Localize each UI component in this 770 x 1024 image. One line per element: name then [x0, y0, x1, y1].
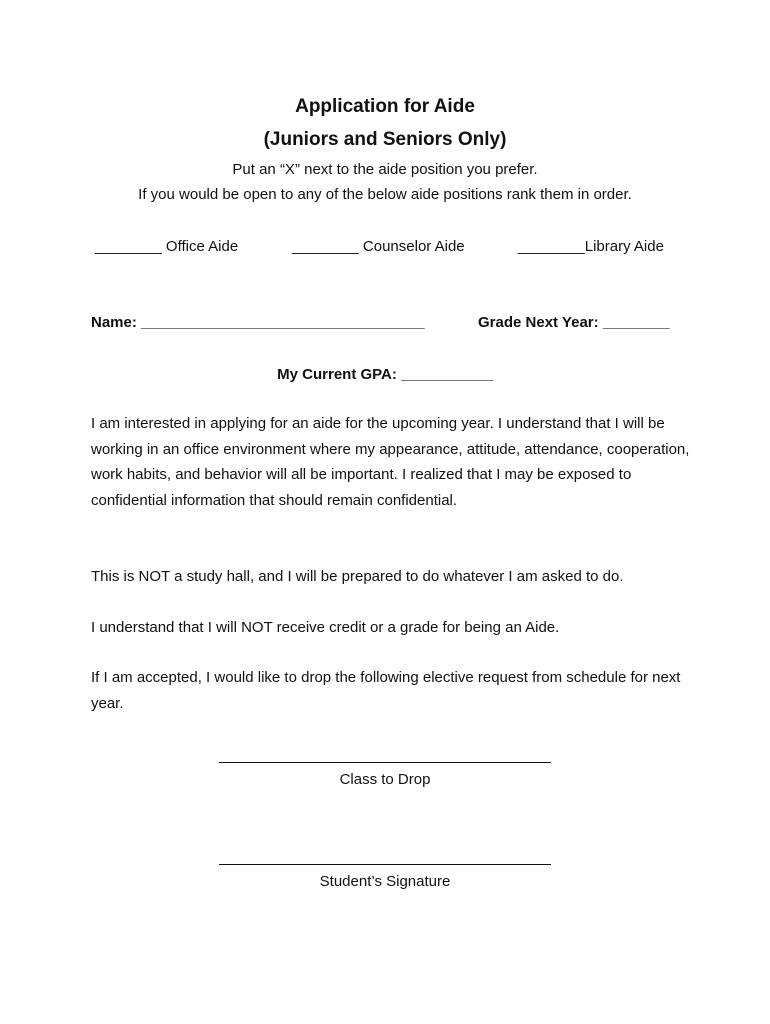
form-title: Application for Aide — [295, 96, 475, 117]
credit-paragraph: I understand that I will NOT receive credit or a grade for being an Aide. — [91, 619, 560, 636]
name-field[interactable] — [91, 314, 425, 331]
counselor-aide-option[interactable]: ________ Counselor Aide — [292, 238, 465, 255]
study-hall-paragraph: This is NOT a study hall, and I will be prepared to do whatever I am asked to do. — [91, 568, 624, 585]
grade-label: Grade Next Year: — [478, 314, 599, 331]
office-aide-option[interactable]: ________ Office Aide — [95, 238, 239, 255]
gpa-field[interactable] — [0, 366, 770, 383]
form-subtitle: (Juniors and Seniors Only) — [263, 129, 507, 150]
grade-blank[interactable]: ________ — [602, 314, 670, 331]
class-to-drop-label: Class to Drop — [339, 771, 431, 788]
name-label: Name: — [91, 314, 137, 331]
interest-paragraph: I am interested in applying for an aide for the upcoming year. I understand that I will be working in an office environment where my appearance, attitude, attendance, cooperation, work habits, and behavior will all be important. I realized that I may be exposed to confidential information that should remain confidential. — [91, 415, 690, 509]
gpa-label: My Current GPA: — [277, 366, 397, 383]
gpa-blank[interactable]: ___________ — [401, 366, 493, 383]
drop-elective-paragraph: If I am accepted, I would like to drop the following elective request from schedule for next year. — [91, 669, 681, 712]
grade-field[interactable] — [478, 314, 670, 331]
student-signature-line[interactable] — [219, 864, 551, 865]
instruction-line-1: Put an “X” next to the aide position you prefer. — [232, 161, 538, 178]
name-blank[interactable]: __________________________________ — [141, 314, 425, 331]
class-to-drop-line[interactable] — [219, 762, 551, 763]
library-aide-option[interactable]: ________Library Aide — [518, 238, 664, 255]
student-signature-label: Student’s Signature — [319, 873, 451, 890]
instruction-line-2: If you would be open to any of the below aide positions rank them in order. — [138, 186, 632, 203]
